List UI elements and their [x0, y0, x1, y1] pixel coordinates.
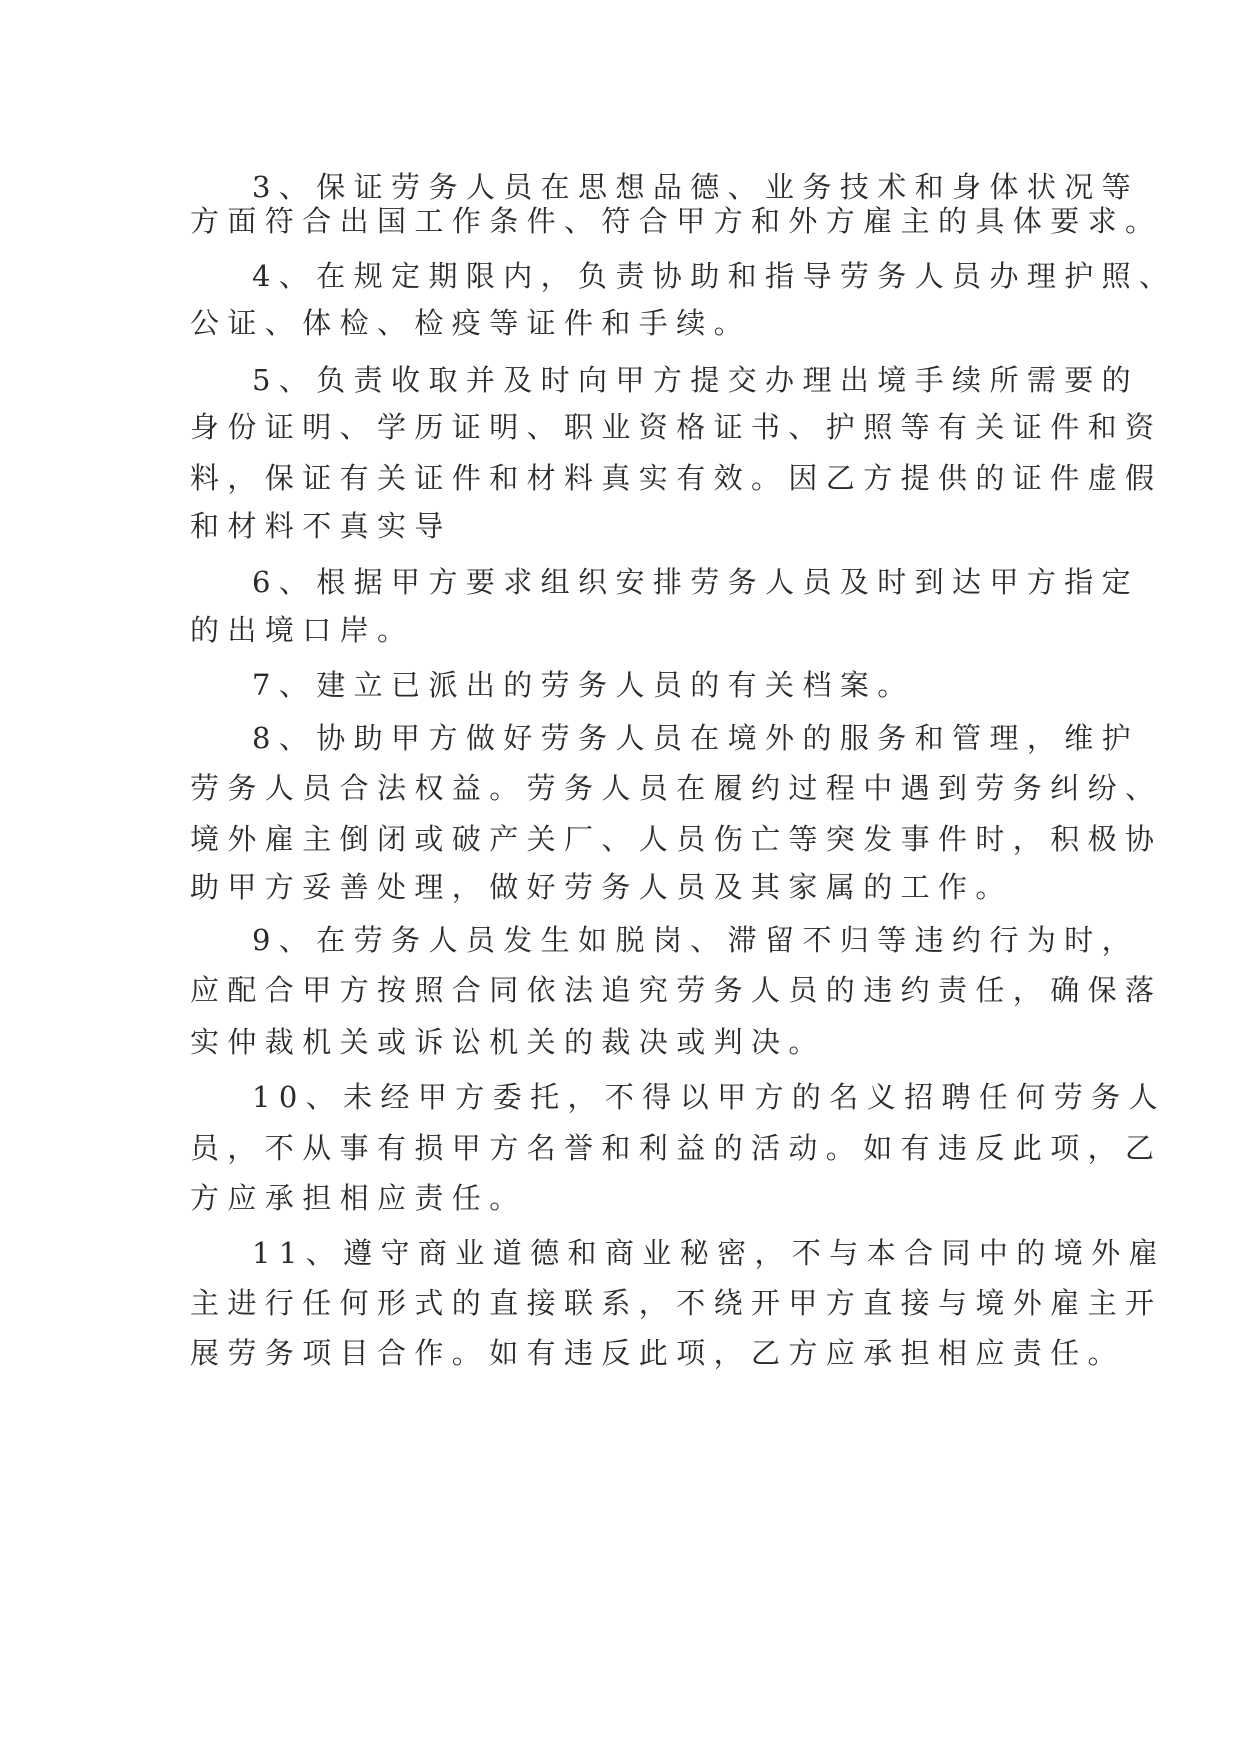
- paragraph-5-line-1: 5、负责收取并及时向甲方提交办理出境手续所需要的: [252, 363, 1140, 397]
- paragraph-5-line-4: 和材料不真实导: [190, 509, 452, 543]
- paragraph-6-line-1: 6、根据甲方要求组织安排劳务人员及时到达甲方指定: [252, 565, 1140, 599]
- paragraph-8-line-3: 境外雇主倒闭或破产关厂、人员伤亡等突发事件时，积极协: [190, 822, 1163, 856]
- paragraph-9-line-3: 实仲裁机关或诉讼机关的裁决或判决。: [190, 1025, 826, 1059]
- paragraph-8-line-4: 助甲方妥善处理，做好劳务人员及其家属的工作。: [190, 870, 1013, 904]
- paragraph-10-line-1: 10、未经甲方委托，不得以甲方的名义招聘任何劳务人: [252, 1080, 1166, 1114]
- paragraph-7-line-1: 7、建立已派出的劳务人员的有关档案。: [252, 668, 915, 702]
- paragraph-10-line-2: 员，不从事有损甲方名誉和利益的活动。如有违反此项，乙: [190, 1131, 1163, 1165]
- paragraph-8-line-2: 劳务人员合法权益。劳务人员在履约过程中遇到劳务纠纷、: [190, 771, 1163, 805]
- paragraph-5-line-3: 料，保证有关证件和材料真实有效。因乙方提供的证件虚假: [190, 461, 1163, 495]
- paragraph-6-line-2: 的出境口岸。: [190, 613, 415, 647]
- paragraph-3-line-2: 方面符合出国工作条件、符合甲方和外方雇主的具体要求。: [190, 204, 1163, 238]
- paragraph-11-line-3: 展劳务项目合作。如有违反此项，乙方应承担相应责任。: [190, 1336, 1126, 1370]
- paragraph-10-line-3: 方应承担相应责任。: [190, 1181, 527, 1215]
- paragraph-11-line-2: 主进行任何形式的直接联系，不绕开甲方直接与境外雇主开: [190, 1286, 1163, 1320]
- paragraph-9-line-1: 9、在劳务人员发生如脱岗、滞留不归等违约行为时，: [252, 923, 1140, 957]
- paragraph-3-line-1: 3、保证劳务人员在思想品德、业务技术和身体状况等: [252, 170, 1140, 204]
- paragraph-11-line-1: 11、遵守商业道德和商业秘密，不与本合同中的境外雇: [252, 1236, 1166, 1270]
- paragraph-8-line-1: 8、协助甲方做好劳务人员在境外的服务和管理，维护: [252, 721, 1140, 755]
- paragraph-5-line-2: 身份证明、学历证明、职业资格证书、护照等有关证件和资: [190, 410, 1163, 444]
- paragraph-4-line-1: 4、在规定期限内，负责协助和指导劳务人员办理护照、: [252, 259, 1177, 293]
- paragraph-9-line-2: 应配合甲方按照合同依法追究劳务人员的违约责任，确保落: [190, 973, 1163, 1007]
- paragraph-4-line-2: 公证、体检、检疫等证件和手续。: [190, 306, 752, 340]
